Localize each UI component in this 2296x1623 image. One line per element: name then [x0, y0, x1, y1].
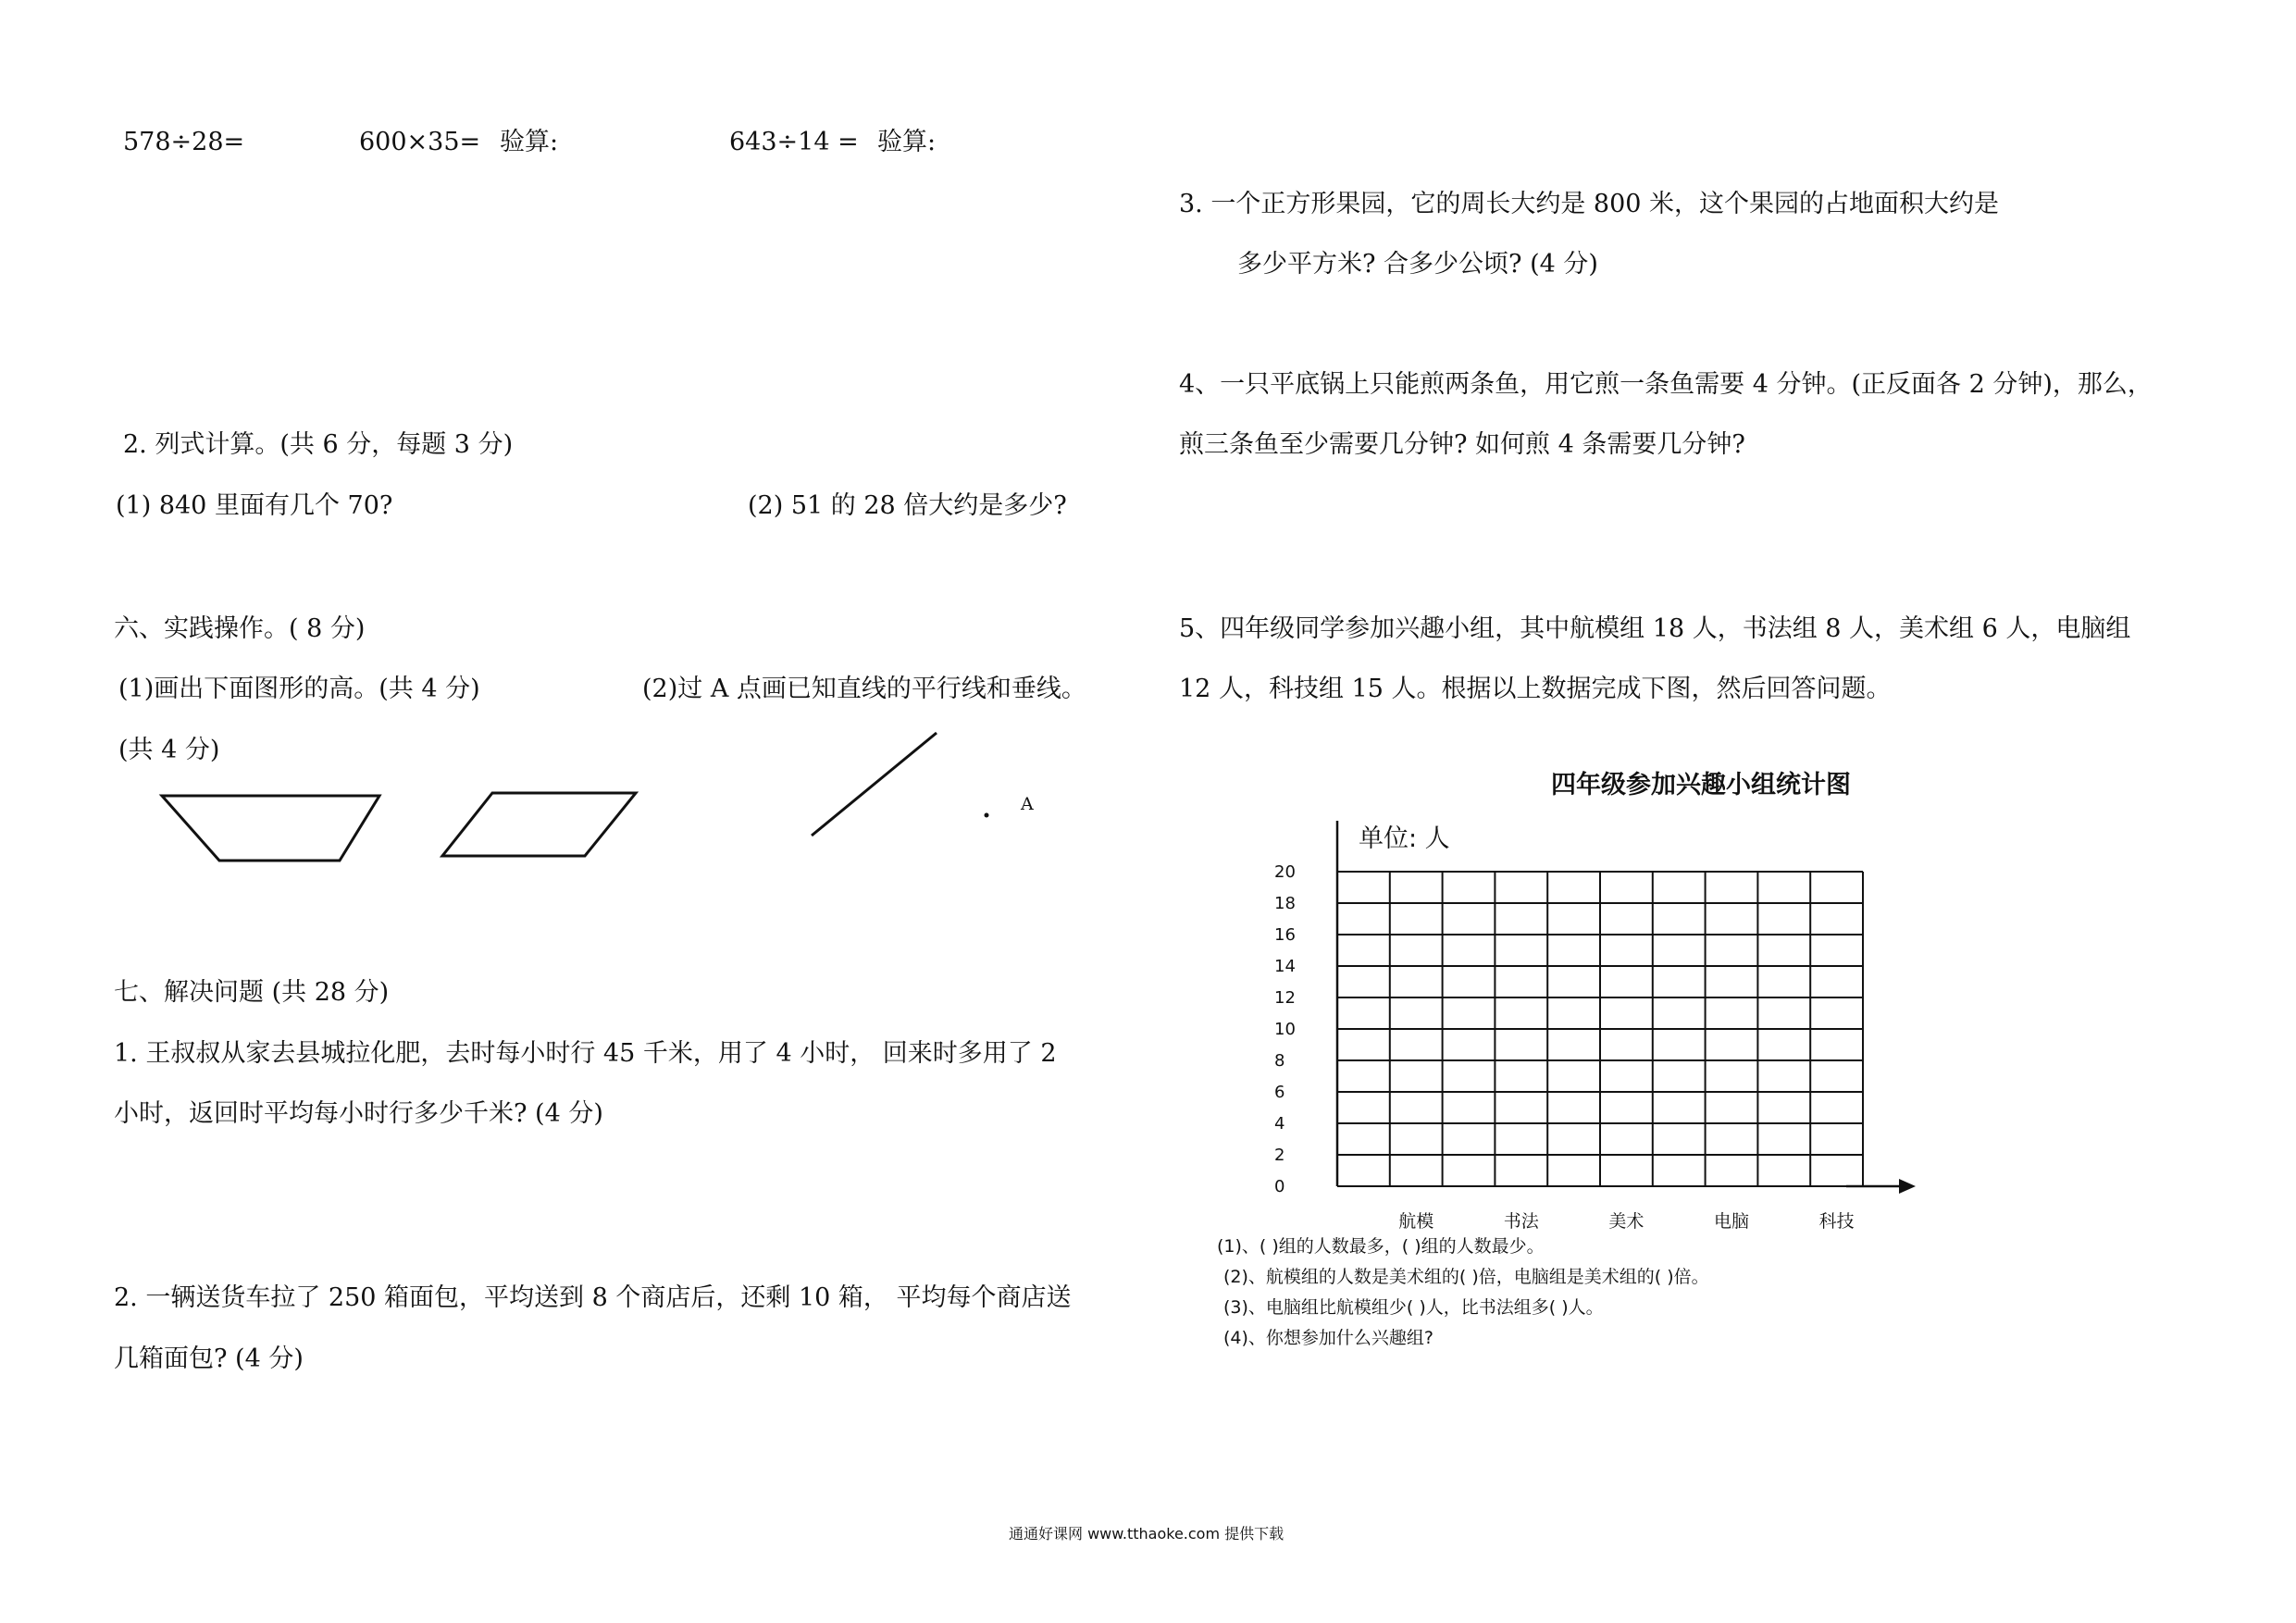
x-tick-label: 书法: [1503, 1211, 1539, 1232]
y-tick-label: 6: [1274, 1083, 1285, 1102]
y-tick-label: 12: [1274, 988, 1296, 1008]
q2-sub2: (2) 51 的 28 倍大约是多少?: [748, 491, 1067, 520]
problem2-line2: 几箱面包? (4 分): [114, 1344, 304, 1373]
section6-sub2: (2)过 A 点画已知直线的平行线和垂线。: [642, 675, 1086, 703]
footer-credit: 通通好课网 www.tthaoke.com 提供下载: [1009, 1525, 1285, 1542]
y-tick-label: 18: [1274, 894, 1296, 913]
x-axis-arrowhead: [1899, 1179, 1916, 1194]
problem3-line1: 3. 一个正方形果园，它的周长大约是 800 米，这个果园的占地面积大约是: [1179, 190, 2000, 218]
chart-title: 四年级参加兴趣小组统计图: [1551, 771, 1851, 799]
q2-sub1: (1) 840 里面有几个 70?: [116, 491, 393, 520]
calc-expression-1: 578÷28=: [123, 128, 245, 156]
section6-title: 六、实践操作。( 8 分): [114, 614, 366, 643]
y-tick-label: 8: [1274, 1051, 1285, 1071]
problem5-line2: 12 人，科技组 15 人。根据以上数据完成下图，然后回答问题。: [1179, 675, 1892, 703]
problem5-line1: 5、四年级同学参加兴趣小组，其中航模组 18 人，书法组 8 人，美术组 6 人，电脑组: [1179, 614, 2131, 643]
chart-question-3: (3)、电脑组比航模组少( )人，比书法组多( )人。: [1223, 1297, 1604, 1318]
y-tick-label: 0: [1274, 1177, 1285, 1196]
section6-sub1: (1)画出下面图形的高。(共 4 分): [118, 675, 480, 703]
x-tick-label: 航模: [1398, 1211, 1434, 1232]
point-a-label: A: [1021, 794, 1034, 814]
calc-expression-2: 600×35=: [359, 128, 481, 156]
x-tick-label: 电脑: [1713, 1211, 1750, 1232]
calc-expression-3: 643÷14 =: [729, 128, 859, 156]
y-tick-label: 4: [1274, 1114, 1285, 1134]
q2-title: 2. 列式计算。(共 6 分，每题 3 分): [123, 430, 514, 459]
chart-unit-label: 单位: 人: [1359, 824, 1450, 853]
problem2-line1: 2. 一辆送货车拉了 250 箱面包，平均送到 8 个商店后，还剩 10 箱， 平均每个商店送: [114, 1283, 1072, 1312]
section6-sub2-cont: (共 4 分): [118, 736, 220, 764]
y-tick-label: 20: [1274, 862, 1296, 882]
y-tick-label: 2: [1274, 1146, 1285, 1165]
y-tick-label: 16: [1274, 925, 1296, 945]
chart-question-2: (2)、航模组的人数是美术组的( )倍，电脑组是美术组的( )倍。: [1223, 1267, 1709, 1287]
x-tick-label: 美术: [1608, 1211, 1644, 1232]
section7-title: 七、解决问题 (共 28 分): [114, 978, 390, 1007]
problem4-line1: 4、一只平底锅上只能煎两条鱼，用它煎一条鱼需要 4 分钟。(正反面各 2 分钟)，那么，: [1179, 370, 2153, 399]
y-tick-label: 14: [1274, 957, 1296, 976]
check-label-1: 验算:: [500, 128, 559, 156]
chart-question-1: (1)、( )组的人数最多，( )组的人数最少。: [1217, 1236, 1545, 1257]
y-tick-label: 10: [1274, 1020, 1296, 1039]
problem3-line2: 多少平方米? 合多少公顷? (4 分): [1237, 250, 1598, 279]
chart-question-4: (4)、你想参加什么兴趣组?: [1223, 1328, 1433, 1348]
x-tick-label: 科技: [1818, 1211, 1855, 1232]
problem1-line2: 小时，返回时平均每小时行多少千米? (4 分): [114, 1099, 603, 1128]
problem4-line2: 煎三条鱼至少需要几分钟? 如何煎 4 条需要几分钟?: [1179, 430, 1745, 459]
problem1-line1: 1. 王叔叔从家去县城拉化肥，去时每小时行 45 千米，用了 4 小时， 回来时多用了 2: [114, 1039, 1057, 1068]
check-label-2: 验算:: [877, 128, 937, 156]
